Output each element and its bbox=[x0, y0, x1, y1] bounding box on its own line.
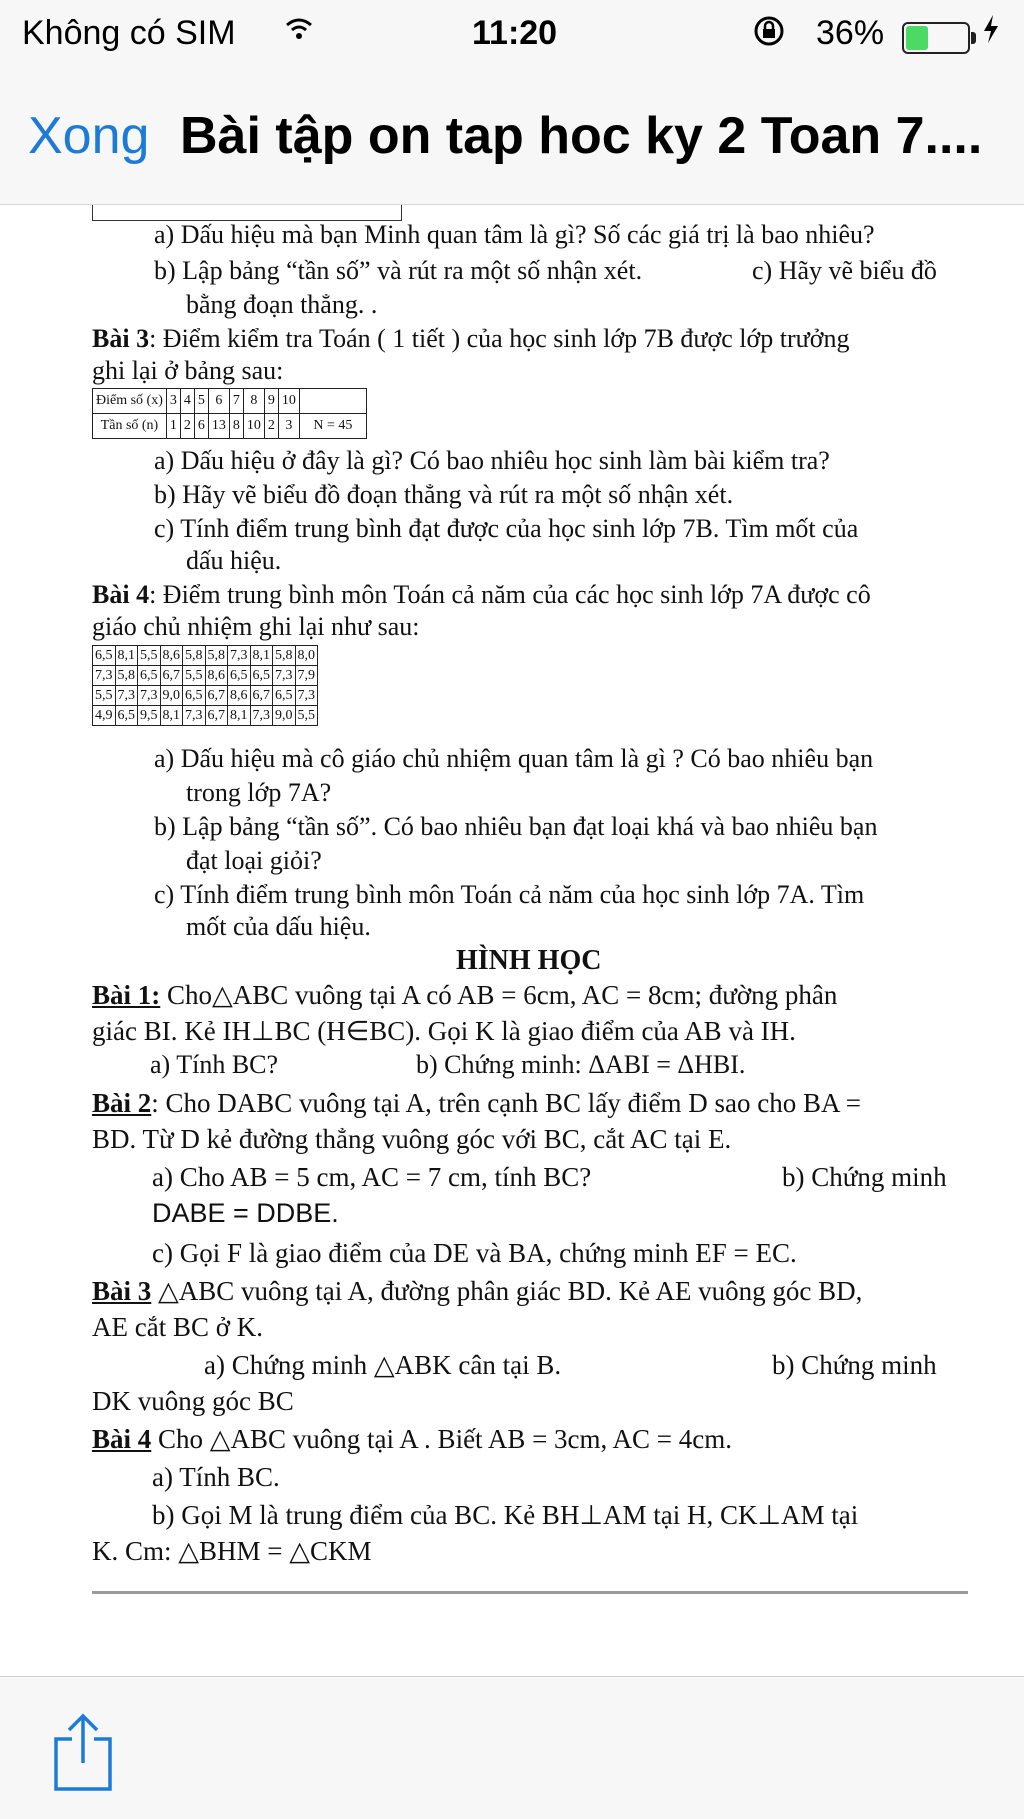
question-text: mốt của dấu hiệu. bbox=[186, 912, 371, 941]
table-cell: 4,9 bbox=[93, 706, 116, 726]
page-divider bbox=[92, 1591, 968, 1594]
table-cell: 6,5 bbox=[228, 666, 251, 686]
table-cell: 7,3 bbox=[138, 686, 161, 706]
table-cell: 1 bbox=[166, 414, 180, 439]
exercise-heading bbox=[92, 323, 850, 355]
table-cell: 2 bbox=[180, 414, 194, 439]
rotation-lock-icon bbox=[752, 14, 786, 57]
question-text: trong lớp 7A? bbox=[186, 778, 332, 807]
table-cell: 6,7 bbox=[250, 686, 273, 706]
exercise-text: : Cho DABC vuông tại A, trên cạnh BC lấy điểm D sao cho BA = bbox=[151, 1088, 861, 1118]
question-text: c) Tính điểm trung bình môn Toán cả năm của học sinh lớp 7A. Tìm bbox=[154, 880, 865, 909]
table-cell: 8,1 bbox=[115, 646, 138, 666]
table-cell: 5,5 bbox=[93, 686, 116, 706]
exercise-heading bbox=[92, 1087, 861, 1119]
table-cell: 7,3 bbox=[228, 646, 251, 666]
table-cell: 10 bbox=[278, 389, 299, 414]
table-cell: 5,5 bbox=[183, 666, 206, 686]
table-cell: 9 bbox=[264, 389, 278, 414]
table-cell: 2 bbox=[264, 414, 278, 439]
table-cell: 6,7 bbox=[205, 686, 228, 706]
exercise-text: : Điểm kiểm tra Toán ( 1 tiết ) của học sinh lớp 7B được lớp trưởng bbox=[149, 324, 850, 353]
table-cell: 7,3 bbox=[295, 686, 318, 706]
share-icon bbox=[52, 1713, 114, 1793]
table-cell: 7,3 bbox=[250, 706, 273, 726]
table-cell: 5,8 bbox=[183, 646, 206, 666]
question-text: a) Cho AB = 5 cm, AC = 7 cm, tính BC? bbox=[152, 1162, 592, 1192]
clock-time: 11:20 bbox=[472, 14, 558, 52]
score-frequency-table bbox=[92, 388, 367, 439]
table-cell: Điểm số (x) bbox=[93, 389, 167, 414]
question-text: b) Gọi M là trung điểm của BC. Kẻ BH⊥AM tại H, CK⊥AM tại bbox=[152, 1500, 859, 1530]
table-cell: 8,1 bbox=[228, 706, 251, 726]
question-text: DABE = DDBE. bbox=[152, 1198, 339, 1228]
question-text: DK vuông góc BC bbox=[92, 1386, 294, 1416]
table-cell: 6,5 bbox=[273, 686, 296, 706]
table-cell bbox=[299, 389, 366, 414]
question-text: c) Tính điểm trung bình đạt được của học sinh lớp 7B. Tìm mốt của bbox=[154, 514, 859, 543]
table-cell: 7 bbox=[229, 389, 243, 414]
question-text: b) Hãy vẽ biểu đồ đoạn thẳng và rút ra một số nhận xét. bbox=[154, 480, 734, 509]
bottom-toolbar bbox=[0, 1676, 1024, 1819]
exercise-text: Cho △ABC vuông tại A . Biết AB = 3cm, AC = 4cm. bbox=[151, 1424, 733, 1454]
table-cell: 5,8 bbox=[273, 646, 296, 666]
table-cell: 10 bbox=[243, 414, 264, 439]
table-cell: 8,6 bbox=[228, 686, 251, 706]
table-cell: 5,8 bbox=[115, 666, 138, 686]
table-cell: 3 bbox=[278, 414, 299, 439]
table-cell: 8,1 bbox=[250, 646, 273, 666]
table-cell: 9,0 bbox=[160, 686, 183, 706]
exercise-text: ghi lại ở bảng sau: bbox=[92, 356, 284, 385]
table-cell: 6 bbox=[208, 389, 229, 414]
document-title: Bài tập on tap hoc ky 2 Toan 7.... bbox=[180, 107, 983, 165]
table-cell: 7,9 bbox=[295, 666, 318, 686]
table-cell: Tần số (n) bbox=[93, 414, 167, 439]
exercise-label: Bài 3 bbox=[92, 324, 150, 353]
table-cell: 9,5 bbox=[138, 706, 161, 726]
exercise-text: AE cắt BC ở K. bbox=[92, 1312, 264, 1342]
table-cell: 8,6 bbox=[160, 646, 183, 666]
table-cell: 8,6 bbox=[205, 666, 228, 686]
table-cell: N = 45 bbox=[299, 414, 366, 439]
exercise-heading bbox=[92, 579, 871, 611]
table-cell: 6,5 bbox=[250, 666, 273, 686]
question-text: a) Dấu hiệu ở đây là gì? Có bao nhiêu học sinh làm bài kiểm tra? bbox=[154, 446, 830, 475]
battery-fill bbox=[906, 26, 928, 50]
table-cell: 6,5 bbox=[115, 706, 138, 726]
table-cell: 6,7 bbox=[160, 666, 183, 686]
charging-bolt-icon bbox=[982, 14, 1000, 53]
section-heading: HÌNH HỌC bbox=[456, 945, 602, 976]
exercise-text: △ABC vuông tại A, đường phân giác BD. Kẻ AE vuông góc BD, bbox=[151, 1276, 863, 1306]
exercise-label: Bài 3 bbox=[92, 1276, 152, 1306]
exercise-text: giác BI. Kẻ IH⊥BC (H∈BC). Gọi K là giao điểm của AB và IH. bbox=[92, 1016, 796, 1046]
battery-icon bbox=[902, 22, 970, 54]
question-text: a) Dấu hiệu mà cô giáo chủ nhiệm quan tâm là gì ? Có bao nhiêu bạn bbox=[154, 744, 874, 773]
exercise-text: BD. Từ D kẻ đường thẳng vuông góc với BC, cắt AC tại E. bbox=[92, 1124, 732, 1154]
question-text: b) Chứng minh bbox=[772, 1350, 937, 1380]
exercise-label: Bài 4 bbox=[92, 1424, 152, 1454]
navigation-bar bbox=[0, 96, 1024, 176]
status-bar bbox=[0, 0, 1024, 66]
question-text: b) Chứng minh bbox=[782, 1162, 947, 1192]
table-cell: 13 bbox=[208, 414, 229, 439]
table-cell: 5 bbox=[194, 389, 208, 414]
table-cell: 5,8 bbox=[205, 646, 228, 666]
question-text: a) Tính BC? bbox=[150, 1050, 279, 1079]
table-cell: 6 bbox=[194, 414, 208, 439]
exercise-heading bbox=[92, 1423, 732, 1455]
table-cell: 4 bbox=[180, 389, 194, 414]
question-text: K. Cm: △BHM = △CKM bbox=[92, 1536, 372, 1566]
question-text: dấu hiệu. bbox=[186, 546, 282, 575]
exercise-heading bbox=[92, 979, 837, 1011]
table-cell: 6,5 bbox=[93, 646, 116, 666]
table-cell: 8 bbox=[229, 414, 243, 439]
question-text: b) Lập bảng “tần số”. Có bao nhiêu bạn đạt loại khá và bao nhiêu bạn bbox=[154, 812, 878, 841]
average-score-table bbox=[92, 645, 318, 726]
table-cell: 9,0 bbox=[273, 706, 296, 726]
question-text: b) Chứng minh: ΔABI = ΔHBI. bbox=[416, 1050, 746, 1079]
table-cell: 7,3 bbox=[93, 666, 116, 686]
share-button[interactable] bbox=[52, 1713, 114, 1793]
top-bar bbox=[0, 0, 1024, 205]
exercise-label: Bài 2 bbox=[92, 1088, 152, 1118]
table-cell: 5,5 bbox=[138, 646, 161, 666]
carrier-label: Không có SIM bbox=[22, 14, 236, 52]
question-text: c) Hãy vẽ biểu đồ bbox=[752, 256, 937, 285]
exercise-text: giáo chủ nhiệm ghi lại như sau: bbox=[92, 612, 420, 641]
table-cell: 8 bbox=[243, 389, 264, 414]
table-cell: 7,3 bbox=[273, 666, 296, 686]
table-cell: 7,3 bbox=[183, 706, 206, 726]
question-text: bằng đoạn thẳng. . bbox=[186, 290, 378, 319]
table-cell: 3 bbox=[166, 389, 180, 414]
wifi-icon bbox=[284, 14, 314, 53]
exercise-text: Cho△ABC vuông tại A có AB = 6cm, AC = 8cm; đường phân bbox=[160, 980, 838, 1010]
question-text: c) Gọi F là giao điểm của DE và BA, chứng minh EF = EC. bbox=[152, 1238, 797, 1268]
table-cell: 6,7 bbox=[205, 706, 228, 726]
table-cell: 6,5 bbox=[138, 666, 161, 686]
question-text: b) Lập bảng “tần số” và rút ra một số nhận xét. bbox=[154, 256, 643, 285]
table-cell: 7,3 bbox=[115, 686, 138, 706]
battery-percent: 36% bbox=[816, 14, 885, 52]
exercise-label: Bài 4 bbox=[92, 580, 150, 609]
question-text: đạt loại giỏi? bbox=[186, 846, 322, 875]
question-text: a) Tính BC. bbox=[152, 1462, 280, 1492]
table-cell: 6,5 bbox=[183, 686, 206, 706]
question-text: a) Chứng minh △ABK cân tại B. bbox=[204, 1350, 562, 1380]
table-cell: 8,0 bbox=[295, 646, 318, 666]
done-button[interactable]: Xong bbox=[28, 107, 150, 165]
exercise-heading bbox=[92, 1275, 862, 1307]
table-cell: 8,1 bbox=[160, 706, 183, 726]
exercise-label: Bài 1: bbox=[92, 980, 161, 1010]
question-text: a) Dấu hiệu mà bạn Minh quan tâm là gì? Số các giá trị là bao nhiêu? bbox=[154, 220, 875, 249]
document-content bbox=[0, 205, 1024, 1675]
table-cell: 5,5 bbox=[295, 706, 318, 726]
exercise-text: : Điểm trung bình môn Toán cả năm của các học sinh lớp 7A được cô bbox=[149, 580, 871, 609]
